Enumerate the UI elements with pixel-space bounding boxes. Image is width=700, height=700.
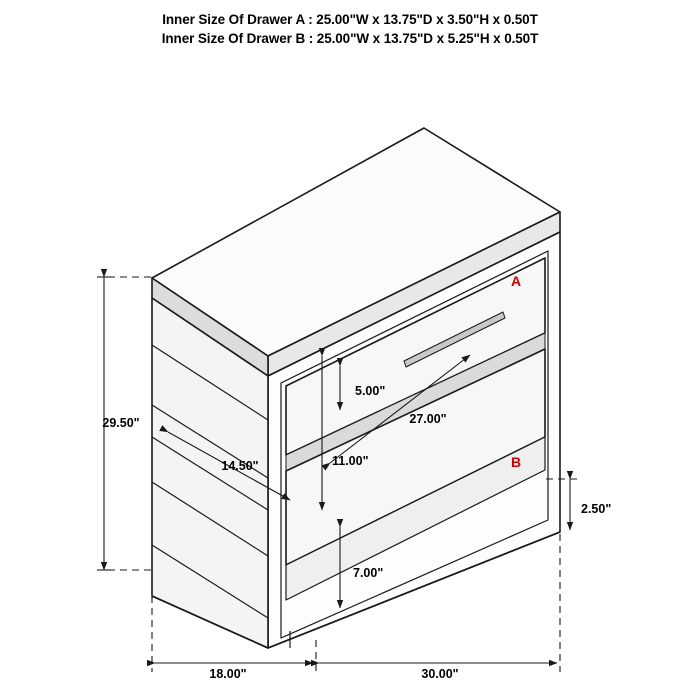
drawer-b-label: B <box>510 454 522 470</box>
dim-base-height-text: 2.50" <box>581 502 612 516</box>
dim-bottom-depth-text: 18.00" <box>209 667 247 681</box>
dim-bottom-width-text: 30.00" <box>421 667 459 681</box>
dim-front-width-text: 27.00" <box>409 412 447 426</box>
drawer-a-size-text: Inner Size Of Drawer A : 25.00"W x 13.75"D x 3.50"H x 0.50T <box>162 12 538 27</box>
dim-depth-side-text: 14.50" <box>221 459 259 473</box>
drawer-a-label: A <box>510 273 522 289</box>
dim-height-overall-text: 29.50" <box>102 416 140 430</box>
drawer-b-size-text: Inner Size Of Drawer B : 25.00"W x 13.75"D x 5.25"H x 0.50T <box>161 31 539 46</box>
dim-opening-upper-text: 5.00" <box>355 384 386 398</box>
dim-opening-lower-text: 7.00" <box>353 566 384 580</box>
dim-opening-mid-text: 11.00" <box>332 454 369 468</box>
